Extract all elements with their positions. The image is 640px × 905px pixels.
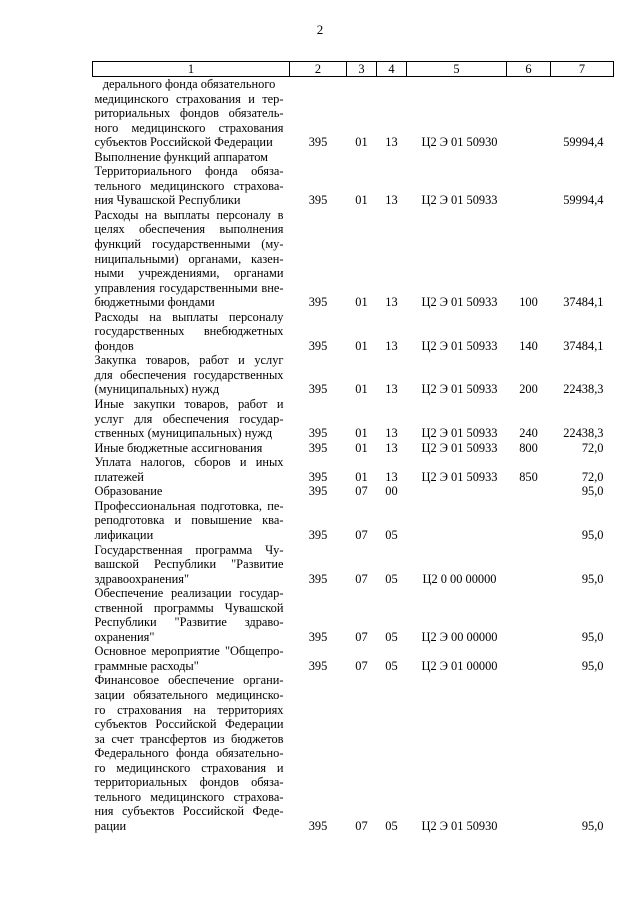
table-row <box>93 455 614 484</box>
row-section: 01 <box>355 426 368 441</box>
row-name-line: Иные бюджетные ассигнования <box>94 440 263 455</box>
row-expense-type <box>507 499 551 543</box>
row-expense-type <box>507 543 551 587</box>
row-grbs: 395 <box>308 818 328 833</box>
table-row <box>93 586 614 644</box>
row-name-line: фондов <box>94 338 134 353</box>
row-target-article <box>407 499 507 543</box>
row-target-article: Ц2 Э 01 50933 <box>421 338 498 353</box>
header-col-expense-type: 6 <box>507 62 551 77</box>
row-target-article: Ц2 Э 01 50933 <box>421 440 498 455</box>
row-name-line: управления государственными вне- <box>94 280 284 295</box>
row-target-article: Ц2 Э 01 50933 <box>421 426 498 441</box>
table-row <box>93 499 614 543</box>
row-section: 01 <box>355 469 368 484</box>
row-grbs: 395 <box>308 658 328 673</box>
header-col-name: 1 <box>93 62 290 77</box>
row-amount: 72,0 <box>581 440 604 455</box>
row-grbs: 395 <box>308 338 328 353</box>
row-name-line: реподготовка и повышение ква- <box>94 513 284 528</box>
row-name-line: бюджетными фондами <box>94 295 215 310</box>
row-target-article: Ц2 0 00 00000 <box>422 571 497 586</box>
row-name-line: вашской Республики "Развитие <box>94 557 284 572</box>
row-section: 01 <box>355 193 368 208</box>
budget-table <box>92 61 614 833</box>
row-subsection: 13 <box>385 382 398 397</box>
row-subsection: 13 <box>385 135 398 150</box>
row-name-line: Основное мероприятие "Общепро- <box>94 644 284 659</box>
header-col-section: 3 <box>347 62 377 77</box>
row-name-line: Республики "Развитие здраво- <box>94 615 284 630</box>
header-col-subsection: 4 <box>377 62 407 77</box>
row-grbs: 395 <box>308 484 328 499</box>
row-expense-type: 100 <box>519 295 538 310</box>
row-target-article: Ц2 Э 01 00000 <box>421 658 498 673</box>
row-section: 07 <box>355 484 368 499</box>
row-grbs: 395 <box>308 571 328 586</box>
row-name-line: государственных внебюджетных <box>94 324 284 339</box>
row-name-line: ными учреждениями, органами <box>94 266 284 281</box>
row-name-line: здравоохранения" <box>94 571 190 586</box>
table-body <box>93 77 614 834</box>
table-row <box>93 397 614 441</box>
row-name-line: дерального фонда обязательного <box>102 77 276 91</box>
row-name-line: ственной программы Чувашской <box>94 600 284 615</box>
table-row <box>93 644 614 673</box>
row-name-line: медицинского страхования и тер- <box>94 91 284 106</box>
row-amount: 37484,1 <box>563 295 604 310</box>
row-section: 07 <box>355 629 368 644</box>
header-col-grbs: 2 <box>290 62 347 77</box>
row-expense-type: 800 <box>519 440 538 455</box>
header-row <box>93 62 614 77</box>
row-name-line: Расходы на выплаты персоналу <box>94 309 284 324</box>
row-name-line: лификации <box>94 527 154 542</box>
row-name-line: Федерального фонда обязательно- <box>94 746 284 761</box>
row-name <box>93 441 290 456</box>
row-grbs: 395 <box>308 426 328 441</box>
row-target-article: Ц2 Э 01 50930 <box>421 135 498 150</box>
row-grbs: 395 <box>308 295 328 310</box>
row-expense-type: 140 <box>519 338 538 353</box>
row-expense-type <box>507 150 551 208</box>
row-name-line: Закупка товаров, работ и услуг <box>94 353 284 368</box>
row-subsection: 13 <box>385 469 398 484</box>
table-row <box>93 673 614 833</box>
row-name <box>93 644 290 673</box>
row-subsection: 13 <box>385 440 398 455</box>
row-name-line: ниципальными) органами, казен- <box>94 251 284 266</box>
row-name-line: риториальных фондов обязатель- <box>94 106 284 121</box>
row-name-line: тельного медицинского страхова- <box>94 178 284 193</box>
table-row <box>93 150 614 208</box>
row-target-article <box>407 484 507 499</box>
table-row <box>93 353 614 397</box>
row-amount: 95,0 <box>581 818 604 833</box>
table-row <box>93 310 614 354</box>
row-name <box>93 310 290 354</box>
row-name-line: территориальных фондов обяза- <box>94 775 284 790</box>
row-subsection: 05 <box>385 527 398 542</box>
row-name-line: ния Чувашской Республики <box>94 193 241 208</box>
row-section: 01 <box>355 135 368 150</box>
row-name-line: рации <box>94 818 127 833</box>
row-name-line: для обеспечения государственных <box>94 367 284 382</box>
row-subsection: 05 <box>385 658 398 673</box>
row-target-article: Ц2 Э 01 50930 <box>421 818 498 833</box>
row-expense-type <box>507 644 551 673</box>
row-section: 07 <box>355 527 368 542</box>
row-name-line: Выполнение функций аппаратом <box>94 149 269 164</box>
row-name-line: го страхования на территориях <box>94 702 284 717</box>
row-target-article: Ц2 Э 01 50933 <box>421 382 498 397</box>
row-name-line: Иные закупки товаров, работ и <box>94 397 284 412</box>
row-expense-type <box>507 77 551 150</box>
row-amount: 95,0 <box>581 658 604 673</box>
row-amount: 95,0 <box>581 484 604 499</box>
row-target-article: Ц2 Э 01 50933 <box>421 193 498 208</box>
row-name <box>93 484 290 499</box>
row-amount: 59994,4 <box>563 193 604 208</box>
row-subsection: 05 <box>385 629 398 644</box>
row-expense-type: 240 <box>519 426 538 441</box>
row-name <box>93 353 290 397</box>
row-name-line: тельного медицинского страхова- <box>94 789 284 804</box>
row-amount: 22438,3 <box>563 426 604 441</box>
row-name <box>93 208 290 310</box>
row-name <box>93 397 290 441</box>
table-header <box>93 62 614 77</box>
row-name-line: (муниципальных) нужд <box>94 382 220 397</box>
row-name-line: Территориального фонда обяза- <box>94 164 284 179</box>
row-name-line: ния субъектов Российской Феде- <box>94 804 284 819</box>
row-name-line: Обеспечение реализации государ- <box>94 586 284 601</box>
row-name <box>93 673 290 833</box>
row-subsection: 13 <box>385 338 398 353</box>
header-col-target-article: 5 <box>407 62 507 77</box>
row-subsection: 13 <box>385 426 398 441</box>
row-name-line: Профессиональная подготовка, пе- <box>94 498 284 513</box>
row-name-line: Образование <box>94 484 163 499</box>
row-name-line: Уплата налогов, сборов и иных <box>94 455 284 470</box>
row-subsection: 13 <box>385 193 398 208</box>
row-name-line: услуг для обеспечения государ- <box>94 411 284 426</box>
row-amount: 59994,4 <box>563 135 604 150</box>
row-name <box>93 586 290 644</box>
row-section: 01 <box>355 295 368 310</box>
row-grbs: 395 <box>308 382 328 397</box>
row-subsection: 13 <box>385 295 398 310</box>
table-row <box>93 441 614 456</box>
table-row <box>93 208 614 310</box>
row-name-line: ственных (муниципальных) нужд <box>94 426 273 441</box>
row-subsection: 00 <box>385 484 398 499</box>
row-section: 07 <box>355 658 368 673</box>
table-row <box>93 543 614 587</box>
row-name-line: целях обеспечения выполнения <box>94 222 284 237</box>
row-name-line: платежей <box>94 469 144 484</box>
page-number: 2 <box>316 22 324 37</box>
row-name-line: за счет трансфертов из бюджетов <box>94 731 284 746</box>
row-expense-type <box>507 673 551 833</box>
row-target-article: Ц2 Э 01 50933 <box>421 469 498 484</box>
row-expense-type <box>507 586 551 644</box>
row-name-line: ного медицинского страхования <box>94 120 284 135</box>
row-grbs: 395 <box>308 135 328 150</box>
row-amount: 72,0 <box>581 469 604 484</box>
row-amount: 95,0 <box>581 527 604 542</box>
row-section: 07 <box>355 571 368 586</box>
row-expense-type <box>507 484 551 499</box>
row-name <box>93 455 290 484</box>
row-grbs: 395 <box>308 440 328 455</box>
table-row <box>93 77 614 150</box>
row-name <box>93 543 290 587</box>
row-name-line: граммные расходы" <box>94 658 199 673</box>
row-name-line: функций государственными (му- <box>94 237 284 252</box>
row-name-line: субъектов Российской Федерации <box>94 135 273 150</box>
row-name-line: субъектов Российской Федерации <box>94 717 284 732</box>
row-name-line: го медицинского страхования и <box>94 760 284 775</box>
row-name-line: Финансовое обеспечение органи- <box>94 673 284 688</box>
row-grbs: 395 <box>308 629 328 644</box>
row-amount: 37484,1 <box>563 338 604 353</box>
row-section: 07 <box>355 818 368 833</box>
row-subsection: 05 <box>385 571 398 586</box>
row-expense-type: 850 <box>519 469 538 484</box>
row-name-line: Государственная программа Чу- <box>94 542 284 557</box>
row-expense-type: 200 <box>519 382 538 397</box>
table-row <box>93 484 614 499</box>
row-name <box>93 77 290 150</box>
row-amount: 95,0 <box>581 571 604 586</box>
row-name-line: Расходы на выплаты персоналу в <box>94 207 284 222</box>
row-name <box>93 150 290 208</box>
row-amount: 95,0 <box>581 629 604 644</box>
row-target-article: Ц2 Э 01 50933 <box>421 295 498 310</box>
header-col-amount: 7 <box>551 62 614 77</box>
row-grbs: 395 <box>308 527 328 542</box>
row-name <box>93 499 290 543</box>
row-grbs: 395 <box>308 469 328 484</box>
row-section: 01 <box>355 338 368 353</box>
row-section: 01 <box>355 440 368 455</box>
row-section: 01 <box>355 382 368 397</box>
row-grbs: 395 <box>308 193 328 208</box>
row-amount: 22438,3 <box>563 382 604 397</box>
row-name-line: охранения" <box>94 629 155 644</box>
row-subsection: 05 <box>385 818 398 833</box>
row-name-line: зации обязательного медицинско- <box>94 687 284 702</box>
row-target-article: Ц2 Э 00 00000 <box>421 629 498 644</box>
